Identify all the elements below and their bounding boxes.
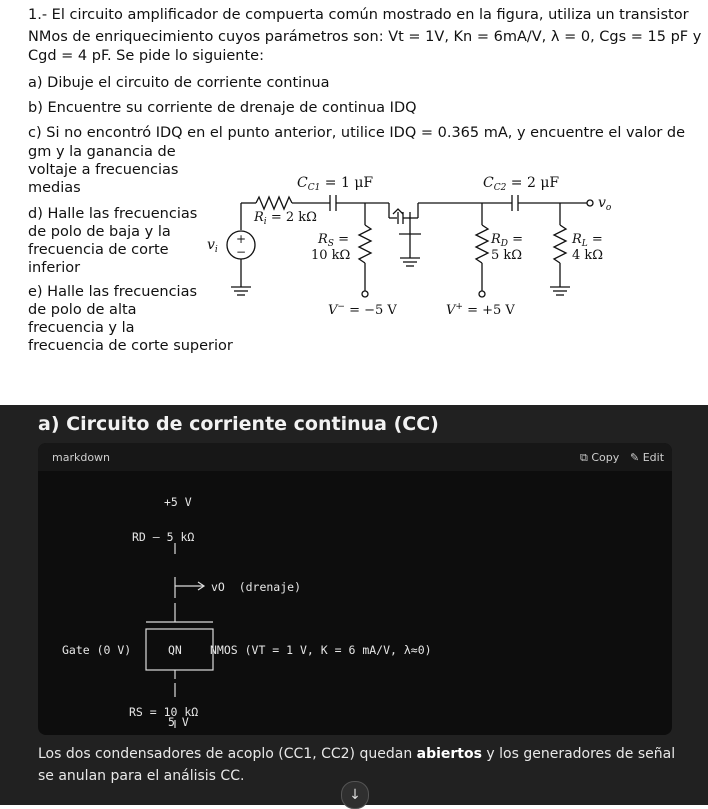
code-vminus: 5 V: [168, 715, 189, 729]
label-rl: $R_L$ =: [572, 232, 603, 249]
arrow-down-icon: ↓: [349, 787, 361, 803]
label-cc2: $C_{C2} = 2$ μF: [483, 175, 560, 193]
problem-line: NMos de enriquecimiento cuyos parámetros son: Vt = 1V, Kn = 6mA/V, λ = 0, Cgs = 15 pF y: [28, 29, 702, 45]
problem-line: d) Halle las frecuencias: [28, 206, 198, 222]
assistant-response: [0, 405, 708, 805]
code-block: [38, 443, 672, 735]
code-rs: RS = 10 kΩ: [129, 705, 199, 719]
code-gate: Gate (0 V): [62, 643, 132, 657]
copy-icon: ⧉: [580, 451, 588, 464]
terminal-vo: [587, 200, 593, 206]
label-minus: −: [236, 245, 247, 259]
copy-button-label: Copy: [591, 451, 620, 464]
problem-line: voltaje a frecuencias: [28, 162, 179, 178]
label-rd-value: 5 kΩ: [491, 248, 523, 263]
problem-line: de polo de baja y la: [28, 224, 171, 240]
terminal-vminus: [362, 291, 368, 297]
problem-line: a) Dibuje el circuito de corriente continua: [28, 75, 330, 91]
resistor-rl: [554, 225, 566, 263]
code-language-label: markdown: [52, 451, 111, 464]
paragraph-bold: abiertos: [416, 746, 482, 762]
problem-line: c) Si no encontró IDQ en el punto anterior, utilice IDQ = 0.365 mA, y encuentre el valor de: [28, 125, 686, 141]
problem-line: inferior: [28, 260, 81, 276]
resistor-rd: [476, 225, 488, 263]
label-rd: $R_D$ =: [491, 232, 524, 249]
label-ri: $R_i = 2$ kΩ: [254, 210, 317, 227]
problem-line: e) Halle las frecuencias: [28, 284, 198, 300]
terminal-vplus: [479, 291, 485, 297]
problem-line: b) Encuentre su corriente de drenaje de continua IDQ: [28, 100, 417, 116]
code-vplus: +5 V: [164, 495, 192, 509]
code-rd: RD – 5 kΩ: [132, 530, 195, 544]
problem-line: frecuencia y la: [28, 320, 135, 336]
label-vplus: V+ = +5 V: [446, 302, 515, 318]
problem-line: frecuencia de corte superior: [28, 338, 233, 354]
pencil-icon: ✎: [630, 451, 640, 464]
edit-button-label: Edit: [642, 451, 665, 464]
problem-line: 1.- El circuito amplificador de compuerta común mostrado en la figura, utiliza un transistor: [28, 7, 689, 23]
paragraph-text: Los dos condensadores de acoplo (CC1, CC2) quedan: [38, 746, 417, 762]
code-nmos: NMOS (VT = 1 V, K = 6 mA/V, λ≈0): [210, 643, 432, 657]
label-vi: $v_i$: [207, 237, 218, 255]
problem-line: de polo de alta: [28, 302, 137, 318]
label-vo: $v_o$: [598, 195, 612, 213]
ascii-circuit-art: [38, 443, 672, 735]
code-qn: QN: [168, 643, 182, 657]
problem-line: gm y la ganancia de: [28, 144, 176, 160]
label-rs: $R_S$ =: [318, 232, 349, 249]
resistor-ri: [256, 197, 292, 209]
problem-line: Cgd = 4 pF. Se pide lo siguiente:: [28, 48, 264, 64]
resistor-rs: [359, 225, 371, 263]
label-plus: +: [236, 232, 247, 246]
label-rs-value: 10 kΩ: [311, 248, 351, 263]
label-cc1: $C_{C1} = 1$ μF: [297, 175, 374, 193]
paragraph-text: y los generadores de señal se anulan para el análisis CC.: [38, 746, 676, 784]
problem-line: medias: [28, 180, 81, 196]
label-rl-value: 4 kΩ: [572, 248, 604, 263]
code-vo: vO (drenaje): [211, 580, 302, 594]
label-vminus: V− = −5 V: [328, 302, 397, 318]
problem-line: frecuencia de corte: [28, 242, 169, 258]
response-heading: a) Circuito de corriente continua (CC): [38, 413, 439, 435]
